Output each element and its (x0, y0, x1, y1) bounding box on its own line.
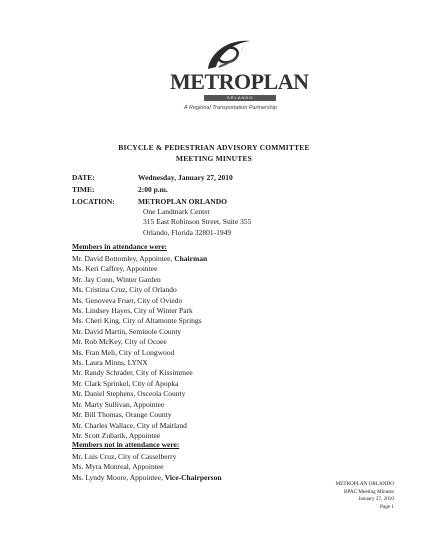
address-line: 315 East Robinson Street, Suite 355 (143, 217, 252, 227)
page-footer (336, 481, 394, 511)
member-text: Ms. Cristina Cruz, City of Orlando (72, 285, 177, 295)
member-item (72, 348, 207, 358)
document-subtitle: MEETING MINUTES (175, 154, 253, 163)
member-text: Mr. Scott Zubarik, Appointee (72, 430, 161, 440)
date-label: DATE: (72, 173, 95, 182)
footer-line: BPAC Meeting Minutes (344, 488, 394, 495)
member-text: Ms. Keri Caffrey, Appointee (72, 264, 158, 274)
member-text: Mr. David Bottomley, Appointee, (72, 254, 175, 263)
member-item (72, 462, 222, 472)
logo-sub-text: ORLANDO (226, 95, 254, 100)
address-line: One Landmark Center (143, 207, 211, 216)
member-item (72, 337, 207, 347)
member-text: Mr. David Martin, Seminole County (72, 326, 182, 336)
member-item (72, 296, 207, 306)
footer-line: Page 1 (380, 503, 394, 510)
member-item (72, 473, 222, 483)
absent-list (72, 452, 222, 483)
logo-tagline: A Regional Transportation Partnership (184, 105, 277, 111)
member-text: Mr. Luis Cruz, City of Casselberry (72, 452, 177, 461)
member-text: Ms. Fran Meli, City of Longwood (72, 347, 175, 357)
member-item (72, 316, 207, 326)
member-text: Ms. Lyndy Moore, Appointee, (72, 472, 165, 482)
member-text: Mr. Rob McKey, City of Ocoee (72, 337, 167, 347)
member-item (72, 275, 207, 285)
location-address (143, 207, 251, 238)
attendance-heading: Members in attendance were: (72, 242, 168, 251)
member-item (72, 410, 207, 420)
member-text: Mr. Charles Wallace, City of Maitland (72, 420, 187, 430)
footer-line: January 27, 2010 (358, 496, 394, 502)
member-item (72, 421, 207, 431)
document-title: BICYCLE & PEDESTRIAN ADVISORY COMMITTEE (118, 143, 310, 152)
member-role: Chairman (174, 254, 208, 263)
member-text: Mr. Marty Sullivan, Appointee (72, 399, 165, 409)
time-label: TIME: (72, 185, 95, 194)
member-item (72, 264, 207, 274)
footer-line: METROPLAN ORLANDO (335, 481, 394, 487)
member-text: Mr. Bill Thomas, Orange County (72, 410, 172, 420)
logo-name: METROPLAN (170, 69, 309, 94)
member-item (72, 368, 207, 378)
attendance-list (72, 254, 207, 441)
member-text: Mr. Jay Conn, Winter Garden (72, 274, 161, 284)
member-text: Mr. Daniel Stephens, Osceola County (72, 389, 186, 399)
location-value: METROPLAN ORLANDO (138, 197, 227, 206)
member-item (72, 452, 222, 462)
member-text: Ms. Cheri King, City of Altamonte Springs (72, 316, 202, 326)
member-text: Ms. Laura Minns, LYNX (72, 358, 148, 368)
member-text: Mr. Clark Sprinkel, City of Apopka (72, 378, 179, 388)
time-value: 2:00 p.m. (138, 185, 168, 194)
date-value: Wednesday, January 27, 2010 (138, 173, 233, 182)
logo-sub-bar (204, 95, 276, 101)
member-item (72, 389, 207, 399)
absent-heading: Members not in attendance were: (72, 440, 180, 449)
address-line: Orlando, Florida 32801-1949 (143, 227, 232, 237)
member-text: Mr. Randy Schrader, City of Kissimmee (72, 368, 193, 378)
member-role: Vice-Chairperson (164, 472, 222, 482)
member-item (72, 358, 207, 368)
member-item (72, 306, 207, 316)
member-item (72, 254, 207, 264)
member-item (72, 327, 207, 337)
metroplan-logo (170, 35, 309, 120)
member-item (72, 285, 207, 295)
member-text: Ms. Lindsey Hayes, City of Winter Park (72, 306, 193, 316)
member-text: Ms. Myra Monreal, Appointee (72, 462, 164, 472)
member-item (72, 400, 207, 410)
location-label: LOCATION: (72, 197, 115, 206)
member-item (72, 379, 207, 389)
member-text: Ms. Genoveva Fruet, City of Oviedo (72, 295, 183, 305)
